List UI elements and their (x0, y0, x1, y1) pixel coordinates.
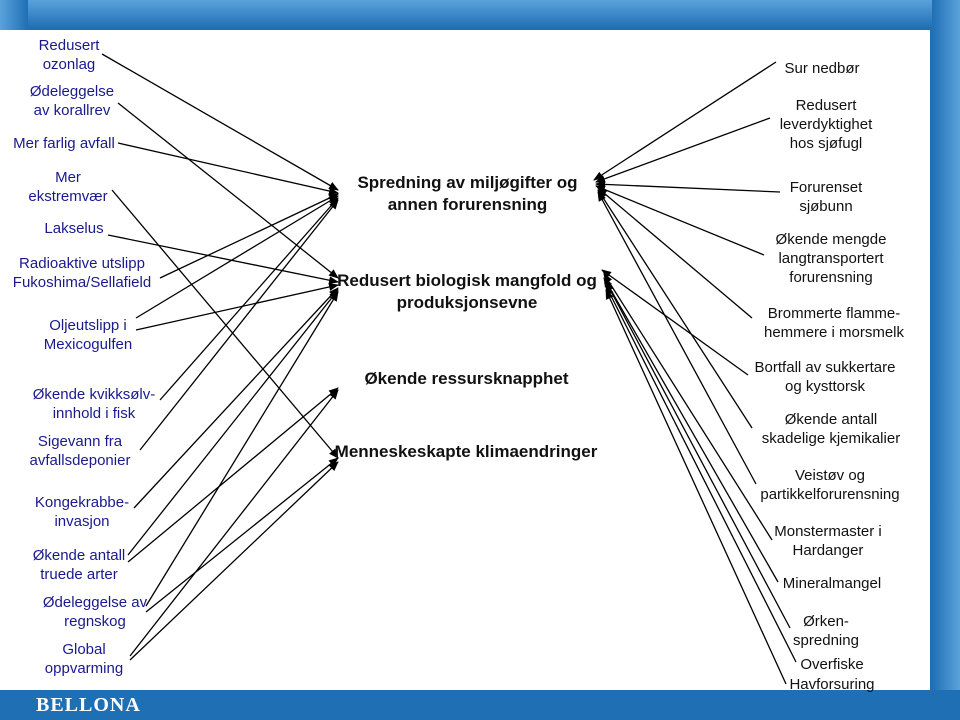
arrow-ozonlag (102, 54, 338, 190)
right-label-orken: Ørken-spredning (793, 613, 859, 649)
left-label-sigevann: Sigevann fra avfallsdeponier (29, 433, 131, 469)
arrow-sur-nedbor (594, 62, 776, 180)
right-label-havforsuring: Havforsuring (789, 676, 875, 693)
arrow-korallrev (118, 103, 338, 278)
right-label-sjobunn: Forurenset sjøbunn (789, 179, 863, 215)
topic-ressursknapphet: Økende ressursknapphet (364, 369, 569, 388)
left-label-radioaktive: Radioaktive utslipp Fukoshima/Sellafield (12, 255, 152, 291)
arrow-veistov (598, 192, 756, 484)
left-label-ekstremvaer: Mer ekstremvær (28, 169, 108, 205)
topic-biologisk-mangfold: Redusert biologisk mangfold og produksjonsevne (337, 271, 597, 312)
left-label-ozonlag: Redusert ozonlag (38, 37, 100, 73)
topic-miljogifter: Spredning av miljøgifter og annen forurensning (357, 173, 578, 214)
left-label-truede-arter: Økende antall truede arter (32, 547, 126, 583)
arrow-farlig-avfall (118, 143, 338, 193)
arrow-oljeutslipp-2 (136, 285, 338, 330)
right-label-veistov: Veistøv og partikkelforurensning (760, 467, 900, 503)
arrow-regnskog-2 (146, 458, 338, 612)
left-label-kongekrabbe: Kongekrabbe-invasjon (34, 494, 130, 530)
arrow-brommerte (598, 188, 752, 318)
bellona-logo: BELLONA (36, 694, 141, 716)
left-label-kvikksolv: Økende kvikksølv-innhold i fisk (32, 386, 156, 422)
arrow-global-1 (130, 390, 338, 656)
arrow-sjobunn (596, 184, 780, 192)
right-label-sjofugl: Redusert leverdyktighet hos sjøfugl (779, 97, 873, 152)
arrow-langtransportert (596, 186, 764, 255)
right-label-mineralmangel: Mineralmangel (782, 575, 882, 592)
right-label-overfiske: Overfiske (800, 656, 864, 673)
right-label-langtransportert: Økende mengde langtransportert forurensning (775, 231, 887, 286)
arrow-sjofugl (596, 118, 770, 182)
left-label-oljeutslipp: Oljeutslipp i Mexicogulfen (43, 317, 133, 353)
right-label-sukkertare: Bortfall av sukkertare og kysttorsk (754, 359, 896, 395)
right-label-sur-nedbor: Sur nedbør (784, 60, 860, 77)
left-label-regnskog: Ødeleggelse av regnskog (42, 594, 148, 630)
arrow-kongekrabbe (134, 288, 338, 508)
left-label-korallrev: Ødeleggelse av korallrev (29, 83, 115, 119)
arrow-regnskog-1 (146, 292, 338, 606)
right-label-kjemikalier: Økende antall skadelige kjemikalier (761, 411, 901, 447)
arrow-global-2 (130, 462, 338, 660)
left-label-lakselus: Lakselus (44, 220, 104, 237)
topic-klimaendringer: Menneskeskapte klimaendringer (334, 442, 598, 461)
left-label-global: Global oppvarming (44, 641, 124, 677)
arrow-kvikksolv (160, 198, 338, 400)
right-label-monstermaster: Monstermaster i Hardanger (774, 523, 882, 559)
right-label-brommerte: Brommerte flamme-hemmere i morsmelk (763, 305, 905, 341)
arrow-oljeutslipp-1 (136, 196, 338, 318)
left-label-farlig-avfall: Mer farlig avfall (13, 135, 115, 152)
